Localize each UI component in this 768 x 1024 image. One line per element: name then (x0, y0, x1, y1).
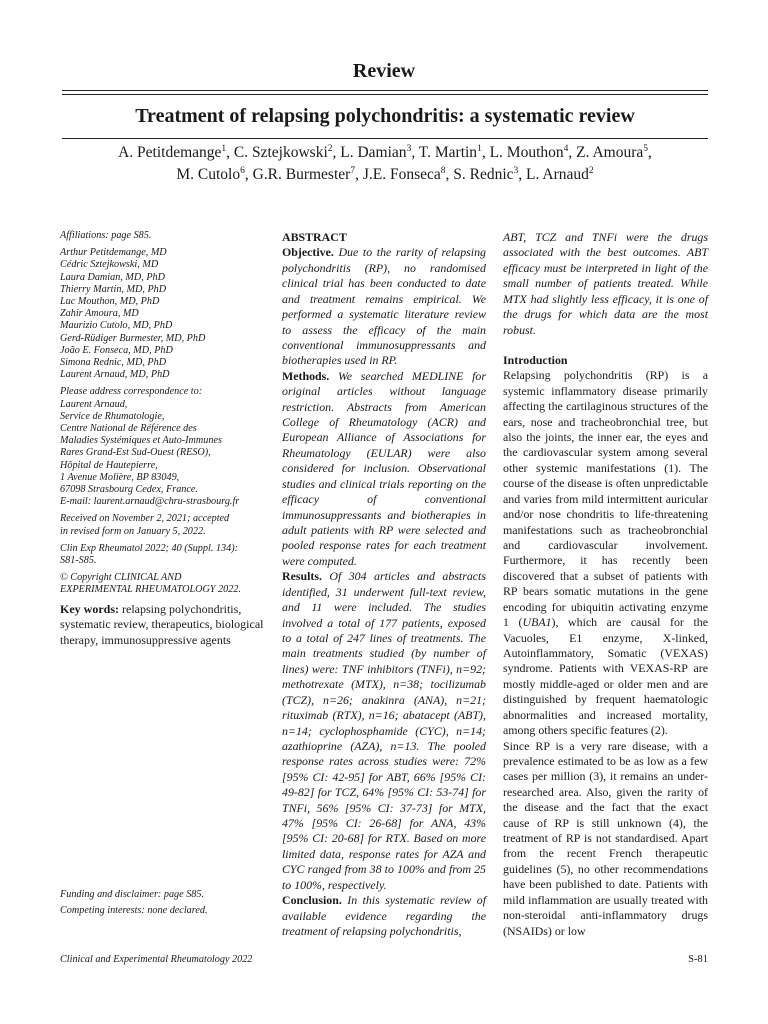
results-text: Of 304 articles and abstracts identified, 31 underwent full-text review, and 11 were included. The studies involved a total of 177 patients, exposed to a total of 247 lines of treatments. The main treatments studied (by number of lines) were: TNF inhibitors (TNFi), n=92; methotrexate (MTX), n=38; tocilizumab (TCZ), n=26; anakinra (ANA), n=21; rituximab (RTX), n=16; abatacept (ABT), n=14; cyclophosphamide (CYC), n=14; azathioprine (AZA), n=13. The pooled response rates across studies were: 72% [95% CI: 42-95] for ABT, 66% [95% CI: 49-82] for TCZ, 64% [95% CI: 53-74] for TNFi, 56% [95% CI: 37-73] for MTX, 47% [95% CI: 26-68] for ANA, 43% [95% CI: 20-68] for RTX. Based on more limited data, response rates for AZA and CYC ranged from 38 to 100% and from 25 to 100%, respectively. (282, 569, 486, 892)
author-name: L. Mouthon (489, 144, 564, 161)
funding-note: Funding and disclaimer: page S85. (60, 889, 205, 900)
received-line: in revised form on January 5, 2022. (60, 525, 206, 537)
abstract-results (282, 569, 486, 893)
citation-line: Clin Exp Rheumatol 2022; 40 (Suppl. 134): (60, 542, 238, 554)
author-credential: Simona Rednic, MD, PhD (60, 357, 167, 369)
abstract-methods (282, 369, 486, 569)
copyright-line: EXPERIMENTAL RHEUMATOLOGY 2022. (60, 584, 242, 596)
sidebar-notes (60, 887, 266, 918)
affiliation-number: 1 (221, 143, 227, 154)
section-gap (503, 338, 708, 353)
affiliation-number: 8 (440, 165, 446, 176)
author-name: L. Damian (340, 144, 407, 161)
author-credential: Laura Damian, MD, PhD (60, 271, 165, 283)
abstract-column (282, 230, 486, 939)
introduction-paragraph: Since RP is a very rare disease, with a prevalence estimated to be as low as a few cases per million (3), it remains an under-researched area. Also, given the rarity of the disease and the fact that the exact cause of RP is still unknown (4), the treatment of RP is not standardised. Apart from the recent French therapeutic guidelines (5), no other recommendations have been published to date. Patients with mild inflammation are usually treated with non-steroidal anti-inflammatory drugs (NSAIDs) or low (503, 738, 708, 938)
copyright-line: © Copyright CLINICAL AND (60, 572, 182, 584)
author-name: J.E. Fonseca (362, 166, 441, 183)
received-line: Received on November 2, 2021; accepted (60, 513, 230, 525)
methods-text: We searched MEDLINE for original articles without language restriction. Abstracts from American College of Rheumatology (ACR) and European Alliance of Associations for Rheumatology (EULAR) were also considered for inclusion. Observational studies and clinical trials reporting on the efficacy of conventional immunosuppressants and biotherapies in adult patients with RP were selected and pooled response rates for each treatment were computed. (282, 368, 486, 568)
citation-line: S81-S85. (60, 555, 97, 567)
key-words-label: Key words: (60, 602, 119, 616)
affiliation-number: 3 (406, 143, 412, 154)
author-name: L. Arnaud (526, 166, 589, 183)
results-label: Results. (282, 569, 322, 584)
author-name: Z. Amoura (576, 144, 644, 161)
author-name: S. Rednic (453, 166, 514, 183)
author-credential: Laurent Arnaud, MD, PhD (60, 369, 170, 381)
author-credentials-list (60, 247, 266, 381)
author-credential: Luc Mouthon, MD, PhD (60, 296, 160, 308)
objective-label: Objective. (282, 245, 334, 260)
objective-text: Due to the rarity of relapsing polychondritis (RP), no randomised clinical trial has been conducted to date and treatment remains empirical. We performed a systematic literature review to assess the efficacy of the main conventional immunosuppressants and biotherapies used in RP. (282, 245, 486, 368)
conclusion-text-continued: ABT, TCZ and TNFi were the drugs associated with the best outcomes. ABT efficacy must be interpreted in light of the small number of patients treated. While MTX had slightly less efficacy, it is one of the drugs for which data are the most robust. (503, 230, 708, 337)
header-rule-top (62, 90, 708, 91)
correspondence-line: 67098 Strasbourg Cedex, France. (60, 484, 198, 496)
affiliation-number: 5 (643, 143, 649, 154)
section-label: Review (352, 60, 416, 82)
author-name: A. Petitdemange (118, 144, 222, 161)
affiliation-number: 4 (563, 143, 569, 154)
article-sidebar (60, 230, 266, 602)
article-title: Treatment of relapsing polychondritis: a systematic review (135, 105, 635, 127)
introduction-paragraph (503, 368, 708, 738)
correspondence-line: 1 Avenue Molière, BP 83049, (60, 471, 180, 483)
affiliation-number: 2 (588, 165, 594, 176)
author-credential: João E. Fonseca, MD, PhD (60, 344, 173, 356)
author-credential: Maurizio Cutolo, MD, PhD (60, 320, 173, 332)
header-rule-second (62, 94, 708, 95)
affiliation-number: 6 (240, 165, 245, 176)
title-rule (62, 138, 708, 139)
correspondence-address (60, 386, 266, 508)
page-number: S-81 (688, 954, 708, 965)
abstract-conclusion (282, 893, 486, 939)
correspondence-line: Rares Grand-Est Sud-Ouest (RESO), (60, 447, 211, 459)
introduction-text: Relapsing polychondritis (RP) is a systemic inflammatory disease primarily affecting the cartilaginous structures of the ears, nose and tracheobronchial tree, but also the joints, the inner ear, the eyes and the cardiovascular system among several other systemic manifestations (1). The course of the disease is often unpredictable and varies from mild intermittent auricular and/or nose chondritis to life-threatening manifestations such as tracheobronchial and cardiovascular involvement. Furthermore, it has recently been discovered that a subset of patients with RP bears somatic mutations in the gene encoding for ubiquitin activating enzyme 1 ( (503, 368, 708, 630)
conclusion-text: In this systematic review of available evidence regarding the treatment of relapsing polychondritis, (282, 893, 486, 938)
journal-footer: Clinical and Experimental Rheumatology 2022 (60, 954, 253, 965)
author-name: T. Martin (418, 144, 478, 161)
author-credential: Zahir Amoura, MD (60, 308, 139, 320)
received-dates (60, 513, 266, 537)
affiliations-note: Affiliations: page S85. (60, 230, 152, 241)
author-name: M. Cutolo (176, 166, 241, 183)
abstract-heading: ABSTRACT (282, 230, 347, 244)
author-credential: Arthur Petitdemange, MD (60, 247, 167, 259)
author-credential: Gerd-Rüdiger Burmester, MD, PhD (60, 332, 206, 344)
conclusion-label: Conclusion. (282, 893, 342, 908)
correspondence-email[interactable]: E-mail: laurent.arnaud@chru-strasbourg.fr (60, 496, 240, 508)
abstract-objective (282, 245, 486, 368)
affiliation-number: 7 (350, 165, 356, 176)
author-credential: Cédric Sztejkowski, MD (60, 259, 159, 271)
gene-name: UBA1 (522, 615, 552, 630)
author-name: G.R. Burmester (252, 166, 351, 183)
introduction-column (503, 230, 708, 939)
competing-interests-note: Competing interests: none declared. (60, 904, 208, 916)
author-name: C. Sztejkowski (233, 144, 328, 161)
correspondence-line: Hôpital de Hautepierre, (60, 459, 158, 471)
author-line: A. Petitdemange$^1$, C. Sztejkowski$^2$, L. Damian$^3$, T. Martin$^1$, L. Mouthon$^4$, Z. Amoura$^5$, M. Cutolo$^6$, G.R. Burmester$^7$, J.E. Fonseca$^8$, S. Rednic$^3$, L. Arnaud$^2$ (118, 143, 652, 183)
correspondence-line: Maladies Systémiques et Auto-Immunes (60, 435, 222, 447)
author-credential: Thierry Martin, MD, PhD (60, 283, 167, 295)
correspondence-line: Centre National de Référence des (60, 423, 197, 435)
citation (60, 543, 266, 567)
key-words-text: relapsing polychondritis, systematic review, therapeutics, biological therapy, immunosuppressive agents (60, 602, 264, 647)
correspondence-line: Please address correspondence to: (60, 386, 203, 398)
affiliation-number: 3 (513, 165, 519, 176)
correspondence-line: Laurent Arnaud, (60, 398, 128, 410)
methods-label: Methods. (282, 368, 330, 383)
key-words (60, 602, 266, 648)
introduction-heading: Introduction (503, 352, 568, 367)
correspondence-line: Service de Rhumatologie, (60, 410, 165, 422)
copyright (60, 572, 266, 596)
introduction-text: ), which are causal for the Vacuoles, E1 enzyme, X-linked, Autoinflammatory, Somatic (VEXAS) syndrome. Patients with VEXAS-RP are mostly middle-aged or older men and are distinguished by frequent haematologic abnormalities and increased mortality, among others specific features (2). (503, 615, 708, 738)
affiliation-number: 2 (327, 143, 333, 154)
affiliation-number: 1 (477, 143, 482, 154)
